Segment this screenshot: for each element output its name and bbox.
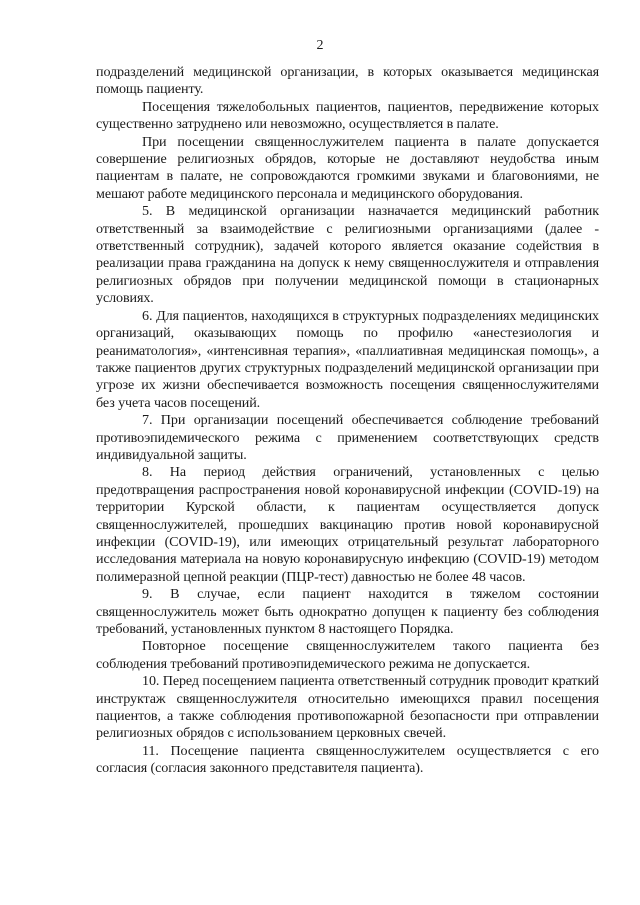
paragraph-repeat-visit: Повторное посещение священнослужителем такого пациента без соблюдения требований противоэпидемического режима не допускается. xyxy=(96,638,599,672)
paragraph-item-5: 5. В медицинской организации назначается медицинский работник ответственный за взаимодействие с религиозными организациями (далее - ответственный сотрудник), задачей которого является оказание содействия в реализации права гражданина на допуск к нему священнослужителя и отправления религиозных обрядов при получении медицинской помощи в стационарных условиях. xyxy=(96,203,599,307)
paragraph-item-8: 8. На период действия ограничений, установленных с целью предотвращения распространения новой коронавирусной инфекции (COVID-19) на территории Курской области, к пациентам осуществляется допуск священнослужителей, прошедших вакцинацию против новой коронавирусной инфекции (COVID-19), или имеющих отрицательный результат лабораторного исследования материала на новую коронавирусную инфекцию (COVID-19) методом полимеразной цепной реакции (ПЦР-тест) давностью не более 48 часов. xyxy=(96,464,599,585)
paragraph-item-6: 6. Для пациентов, находящихся в структурных подразделениях медицинских организаций, оказывающих помощь по профилю «анестезиология и реаниматология», «интенсивная терапия», «паллиативная медицинская помощь», а также пациентов других структурных подразделений медицинской организации при угрозе их жизни обеспечивается возможность посещения священнослужителями без учета часов посещений. xyxy=(96,307,599,411)
paragraph-item-7: 7. При организации посещений обеспечивается соблюдение требований противоэпидемического режима с применением соответствующих средств индивидуальной защиты. xyxy=(96,412,599,463)
document-body xyxy=(96,64,599,778)
paragraph-religious-rites: При посещении священнослужителем пациента в палате допускается совершение религиозных обрядов, которые не доставляют неудобства иным пациентам в палате, не сопровождаются громкими звуками и благовониями, не мешают работе медицинского персонала и медицинского оборудования. xyxy=(96,133,599,202)
paragraph-item-9: 9. В случае, если пациент находится в тяжелом состоянии священнослужитель может быть однократно допущен к пациенту без соблюдения требований, установленных пунктом 8 настоящего Порядка. xyxy=(96,586,599,637)
paragraph-bedridden-visits: Посещения тяжелобольных пациентов, пациентов, передвижение которых существенно затруднено или невозможно, осуществляется в палате. xyxy=(96,98,599,133)
page-number: 2 xyxy=(316,38,324,53)
paragraph-item-10: 10. Перед посещением пациента ответственный сотрудник проводит краткий инструктаж священнослужителя относительно имеющихся правил посещения пациентов, а также соблюдения противопожарной безопасности при отправлении религиозных обрядов с использованием церковных свечей. xyxy=(96,673,599,742)
paragraph-item-11: 11. Посещение пациента священнослужителем осуществляется с его согласия (согласия законного представителя пациента). xyxy=(96,742,599,777)
paragraph-continuation: подразделений медицинской организации, в которых оказывается медицинская помощь пациенту. xyxy=(96,64,599,98)
